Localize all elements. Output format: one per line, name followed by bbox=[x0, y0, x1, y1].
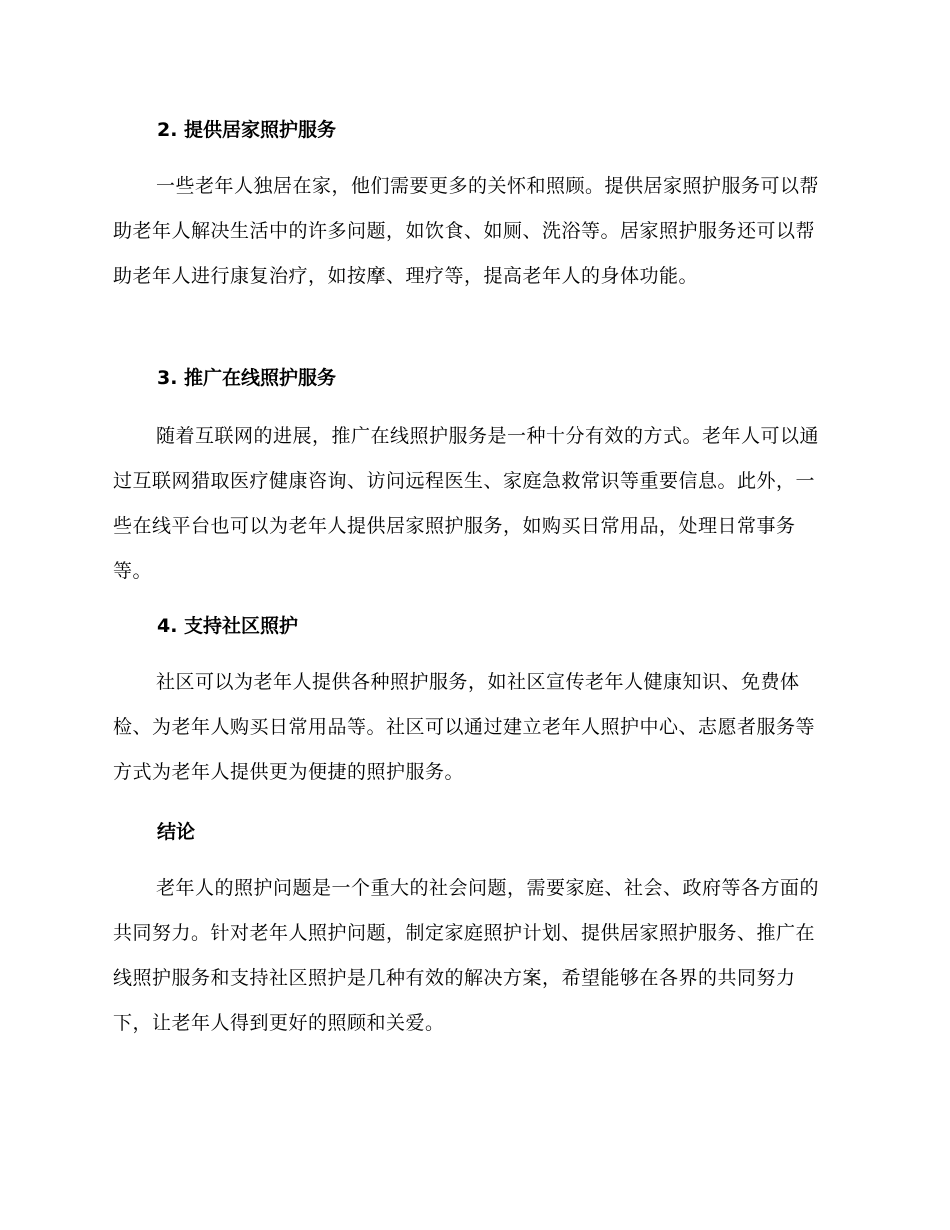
section-paragraph-conclusion: 老年人的照护问题是一个重大的社会问题，需要家庭、社会、政府等各方面的共同努力。针对老年人照护问题，制定家庭照护计划、提供居家照护服务、推广在线照护服务和支持社区照护是几种有效的解决方案，希望能够在各界的共同努力下，让老年人得到更好的照顾和关爱。 bbox=[113, 877, 820, 1034]
section-heading-community-care: 4. 支持社区照护 bbox=[157, 615, 299, 637]
section-heading-conclusion: 结论 bbox=[157, 821, 196, 843]
section-heading-online-care: 3. 推广在线照护服务 bbox=[157, 367, 337, 389]
section-paragraph-online-care: 随着互联网的进展，推广在线照护服务是一种十分有效的方式。老年人可以通过互联网猎取医疗健康咨询、访问远程医生、家庭急救常识等重要信息。此外，一些在线平台也可以为老年人提供居家照护服务，如购买日常用品，处理日常事务等。 bbox=[113, 425, 820, 582]
section-paragraph-community-care: 社区可以为老年人提供各种照护服务，如社区宣传老年人健康知识、免费体检、为老年人购买日常用品等。社区可以通过建立老年人照护中心、志愿者服务等方式为老年人提供更为便捷的照护服务。 bbox=[113, 671, 816, 783]
section-heading-home-care: 2. 提供居家照护服务 bbox=[157, 119, 337, 141]
section-paragraph-home-care: 一些老年人独居在家，他们需要更多的关怀和照顾。提供居家照护服务可以帮助老年人解决生活中的许多问题，如饮食、如厕、洗浴等。居家照护服务还可以帮助老年人进行康复治疗，如按摩、理疗等，提高老年人的身体功能。 bbox=[113, 175, 820, 287]
